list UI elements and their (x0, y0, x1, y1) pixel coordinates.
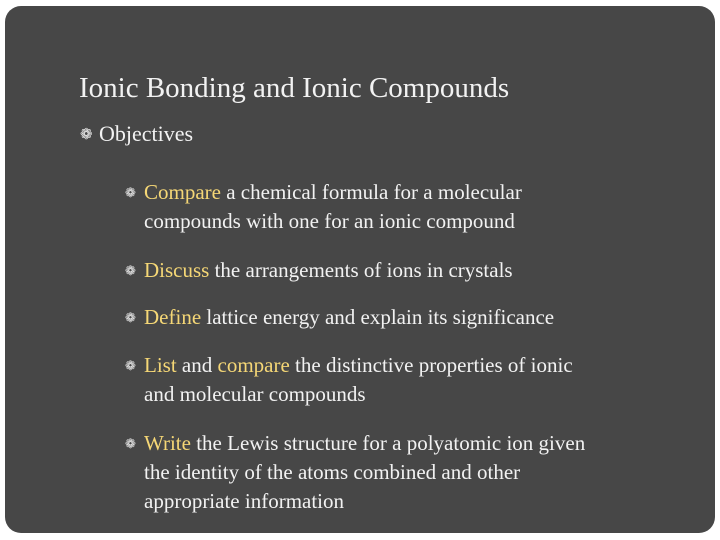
objective-text-continued: and molecular compounds (144, 382, 366, 406)
objective-item-list-compare (125, 351, 665, 409)
objectives-heading (80, 120, 193, 149)
ornate-bullet-icon: ❁ (125, 436, 136, 451)
objective-keyword: Discuss (144, 258, 210, 282)
objective-keyword: compare (217, 353, 290, 377)
objective-item-discuss (125, 256, 665, 285)
objectives-label: Objectives (99, 121, 194, 146)
objective-keyword: Compare (144, 180, 221, 204)
ornate-bullet-icon: ❁ (80, 127, 93, 143)
slide (5, 6, 715, 533)
objective-text-continued: appropriate information (144, 489, 345, 513)
objective-keyword: List (144, 353, 177, 377)
objective-text: the arrangements of ions in crystals (209, 258, 513, 282)
objective-text: and (176, 353, 218, 377)
objective-text: the distinctive properties of ionic (289, 353, 573, 377)
ornate-bullet-icon: ❁ (125, 263, 136, 278)
objective-keyword: Define (144, 305, 202, 329)
objective-item-write (125, 429, 665, 516)
objective-text: lattice energy and explain its significance (201, 305, 555, 329)
objective-item-compare (125, 178, 665, 236)
objective-text-continued: the identity of the atoms combined and other (144, 460, 521, 484)
ornate-bullet-icon: ❁ (125, 358, 136, 373)
objective-text: the Lewis structure for a polyatomic ion given (190, 431, 586, 455)
ornate-bullet-icon: ❁ (125, 185, 136, 200)
ornate-bullet-icon: ❁ (125, 310, 136, 325)
objective-text: a chemical formula for a molecular (220, 180, 522, 204)
objective-keyword: Write (144, 431, 191, 455)
slide-title: Ionic Bonding and Ionic Compounds (79, 72, 510, 104)
objective-item-define (125, 303, 665, 332)
objective-text-continued: compounds with one for an ionic compound (144, 209, 515, 233)
